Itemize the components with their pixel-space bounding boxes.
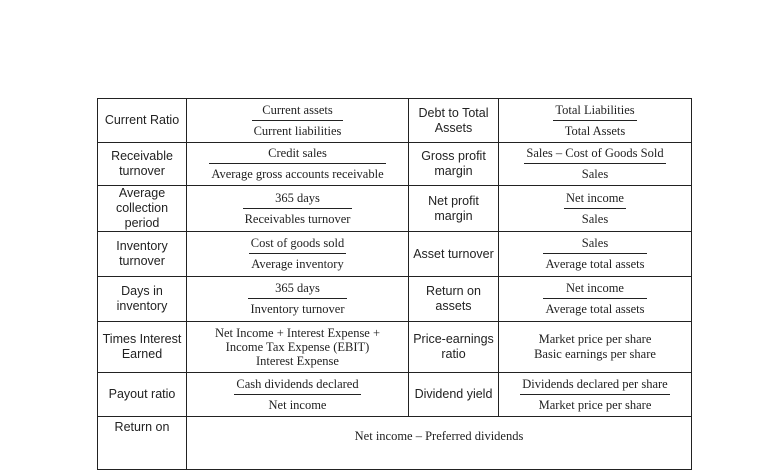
ratio-name: Receivable turnover	[98, 143, 187, 186]
ratio-name: Return on	[98, 417, 187, 470]
formula-line: Basic earnings per share	[534, 347, 656, 361]
formula-denominator: Average total assets	[545, 257, 645, 271]
formula-denominator: Market price per share	[538, 397, 652, 412]
formula-numerator-line: Income Tax Expense (EBIT)	[225, 340, 370, 354]
table-row	[98, 277, 692, 322]
ratio-formula	[187, 99, 409, 143]
formula-denominator: Interest Expense	[256, 354, 339, 368]
formula-numerator: Net income	[564, 191, 626, 209]
table-row	[98, 99, 692, 143]
ratio-name: Price-earnings ratio	[409, 322, 499, 373]
ratio-name: Return on assets	[409, 277, 499, 322]
ratio-formula	[187, 143, 409, 186]
formula-numerator: Dividends declared per share	[520, 377, 669, 395]
formula-numerator: 365 days	[243, 191, 353, 209]
table-row	[98, 186, 692, 232]
ratio-name: Days in inventory	[98, 277, 187, 322]
ratio-formula	[499, 373, 692, 417]
formula-denominator: Average inventory	[251, 257, 344, 271]
formula-denominator: Sales	[581, 167, 609, 181]
formula-denominator: Total Assets	[564, 123, 626, 138]
formula-line: Market price per share	[538, 332, 652, 346]
formula-numerator: Sales	[543, 236, 646, 254]
ratio-formula	[187, 373, 409, 417]
table-row	[98, 143, 692, 186]
ratio-name: Payout ratio	[98, 373, 187, 417]
formula-denominator: Current liabilities	[253, 123, 342, 138]
formula-denominator: Net income	[268, 397, 327, 412]
formula-numerator: Net income – Preferred dividends	[354, 429, 524, 443]
ratio-formula	[499, 99, 692, 143]
financial-ratios-table	[97, 98, 692, 470]
ratio-name: Gross profit margin	[409, 143, 499, 186]
ratio-formula	[499, 277, 692, 322]
ratio-name: Net profit margin	[409, 186, 499, 232]
ratio-formula	[187, 322, 409, 373]
table-row	[98, 373, 692, 417]
ratio-formula	[499, 186, 692, 232]
ratio-name: Times Interest Earned	[98, 322, 187, 373]
formula-numerator: Cost of goods sold	[249, 236, 346, 254]
formula-numerator-line: Net Income + Interest Expense +	[214, 326, 381, 340]
ratio-formula	[499, 143, 692, 186]
table-row	[98, 417, 692, 470]
formula-numerator: 365 days	[248, 281, 346, 299]
formula-denominator: Inventory turnover	[250, 302, 345, 316]
ratio-formula	[187, 277, 409, 322]
ratio-name: Inventory turnover	[98, 232, 187, 277]
ratio-formula	[499, 232, 692, 277]
formula-numerator: Sales – Cost of Goods Sold	[524, 146, 665, 164]
ratio-name: Average collection period	[98, 186, 187, 232]
formula-denominator: Receivables turnover	[244, 211, 351, 226]
formula-numerator: Credit sales	[209, 146, 385, 164]
formula-numerator: Net income	[543, 281, 646, 299]
ratio-name: Current Ratio	[98, 99, 187, 143]
table-row	[98, 232, 692, 277]
formula-numerator: Total Liabilities	[553, 103, 636, 121]
formula-denominator: Average gross accounts receivable	[211, 167, 384, 181]
ratio-formula	[187, 417, 692, 470]
formula-numerator: Current assets	[252, 103, 344, 121]
ratio-name: Dividend yield	[409, 373, 499, 417]
ratio-formula	[187, 232, 409, 277]
table-row	[98, 322, 692, 373]
ratio-name: Debt to Total Assets	[409, 99, 499, 143]
ratio-formula	[499, 322, 692, 373]
formula-denominator: Average total assets	[545, 302, 645, 316]
formula-denominator: Sales	[581, 211, 609, 226]
ratio-name: Asset turnover	[409, 232, 499, 277]
formula-numerator: Cash dividends declared	[234, 377, 360, 395]
ratio-formula	[187, 186, 409, 232]
